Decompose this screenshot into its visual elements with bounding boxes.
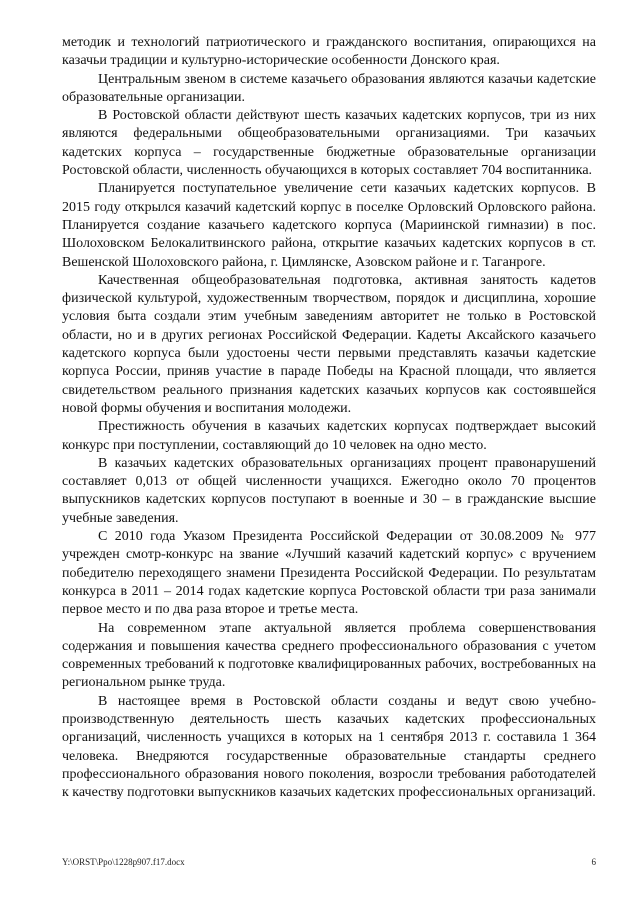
paragraph-6: Престижность обучения в казачьих кадетских корпусах подтверждает высокий конкурс при поступлении, составляющий до 10 человек на одно место. [62,419,596,453]
paragraph-7: В казачьих кадетских образовательных организациях процент правонарушений составляет 0,013 от общей численности учащихся. Ежегодно около 70 процентов выпускников кадетских корпусов поступают в военные и 30 – в гражданские высшие учебные заведения. [62,455,596,526]
footer-file-path: Y:\ORST\Ppo\1228p907.f17.docx [62,857,185,867]
paragraph-3: В Ростовской области действуют шесть казачьих кадетских корпусов, три из них являются федеральными общеобразовательными организациями. Три казачьих кадетских корпуса – государственные бюджетные образовательные организации Ростовской области, численность обучающихся в которых составляет 704 воспитанника. [62,108,596,179]
paragraph-9: На современном этапе актуальной является проблема совершенствования содержания и повышения качества среднего профессионального образования с учетом современных требований к подготовке квалифицированных рабочих, востребованных на региональном рынке труда. [62,620,596,691]
page-body [62,34,596,802]
paragraph-4: Планируется поступательное увеличение сети казачьих кадетских корпусов. В 2015 году открылся казачий кадетский корпус в поселке Орловский Орловского района. Планируется создание казачьего кадетского корпуса (Мариинской гимназии) в пос. Шолоховском Белокалитвинского района, открытие казачьих кадетских корпусов в ст. Вешенской Шолоховского района, г. Цимлянске, Азовском районе и г. Таганроге. [62,181,596,270]
page-number: 6 [591,857,596,867]
paragraph-1: методик и технологий патриотического и гражданского воспитания, опирающихся на казачьи традиции и культурно-исторические особенности Донского края. [62,35,596,69]
paragraph-10: В настоящее время в Ростовской области созданы и ведут свою учебно-производственную деятельность шесть казачьих кадетских профессиональных организаций, численность учащихся в которых на 1 сентября 2013 г. составила 1 364 человека. Внедряются государственные образовательные стандарты среднего профессионального образования нового поколения, возросли требования работодателей к качеству подготовки выпускников казачьих кадетских профессиональных организаций. [62,693,596,801]
paragraph-5: Качественная общеобразовательная подготовка, активная занятость кадетов физической культурой, художественным творчеством, порядок и дисциплина, хорошие условия быта создали этим учебным заведениям авторитет не только в Ростовской области, но и в других регионах Российской Федерации. Кадеты Аксайского казачьего кадетского корпуса были удостоены чести первыми представлять казачьи кадетские корпуса России, приняв участие в параде Победы на Красной площади, что является свидетельством реального признания кадетских казачьих корпусов как состоявшейся новой формы обучения и воспитания молодежи. [62,272,596,416]
paragraph-2: Центральным звеном в системе казачьего образования являются казачьи кадетские образовательные организации. [62,71,596,105]
paragraph-8: С 2010 года Указом Президента Российской Федерации от 30.08.2009 № 977 учрежден смотр-конкурс на звание «Лучший казачий кадетский корпус» с вручением победителю переходящего знамени Президента Российской Федерации. По результатам конкурса в 2011 – 2014 годах кадетские корпуса Ростовской области три раза занимали первое место и по два раза второе и третье места. [62,529,596,618]
